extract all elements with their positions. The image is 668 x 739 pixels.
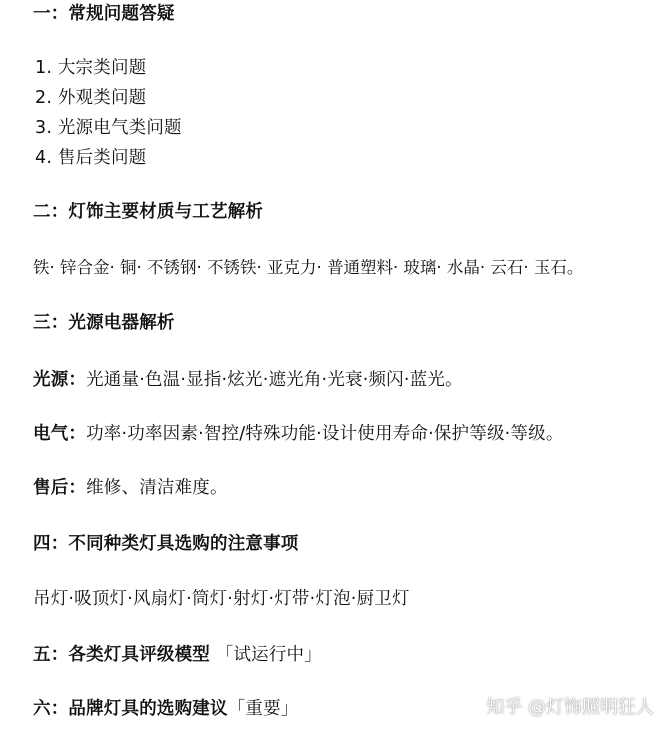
- list-item: 4. 售后类问题: [35, 148, 147, 168]
- zhihu-watermark: 知乎 @灯饰照明狂人: [486, 697, 654, 718]
- section-6-heading: 六：品牌灯具的选购建议: [33, 699, 228, 719]
- light-source-text: 光通量·色温·显指·炫光·遮光角·光衰·频闪·蓝光。: [86, 370, 463, 390]
- after-sales-label: 售后：: [33, 478, 87, 498]
- light-source-row: [33, 368, 463, 392]
- section-5-note: 「试运行中」: [210, 645, 322, 665]
- light-source-label: 光源：: [33, 370, 87, 390]
- materials-list: 铁· 锌合金· 铜· 不锈钢· 不锈铁· 亚克力· 普通塑料· 玻璃· 水晶· 云石· 玉石。: [33, 258, 584, 277]
- after-sales-row: [33, 476, 228, 500]
- fixture-types-list: 吊灯·吸顶灯·风扇灯·筒灯·射灯·灯带·灯泡·厨卫灯: [33, 589, 410, 609]
- section-6-heading-row: [33, 697, 299, 721]
- section-5-heading: 五：各类灯具评级模型: [33, 645, 210, 665]
- list-item: 2. 外观类问题: [35, 88, 147, 108]
- section-4-heading: 四：不同种类灯具选购的注意事项: [33, 534, 299, 554]
- section-5-heading-row: [33, 643, 322, 667]
- electrical-label: 电气：: [33, 424, 87, 444]
- list-item: 3. 光源电气类问题: [35, 118, 182, 138]
- section-3-heading: 三：光源电器解析: [33, 313, 175, 333]
- section-6-note: 「重要」: [227, 699, 299, 719]
- section-2-heading: 二：灯饰主要材质与工艺解析: [33, 202, 264, 222]
- list-item: 1. 大宗类问题: [35, 58, 147, 78]
- electrical-row: [33, 422, 564, 446]
- after-sales-text: 维修、清洁难度。: [86, 478, 228, 498]
- section-1-heading: 一：常规问题答疑: [33, 4, 175, 24]
- electrical-text: 功率·功率因素·智控/特殊功能·设计使用寿命·保护等级·等级。: [86, 424, 564, 444]
